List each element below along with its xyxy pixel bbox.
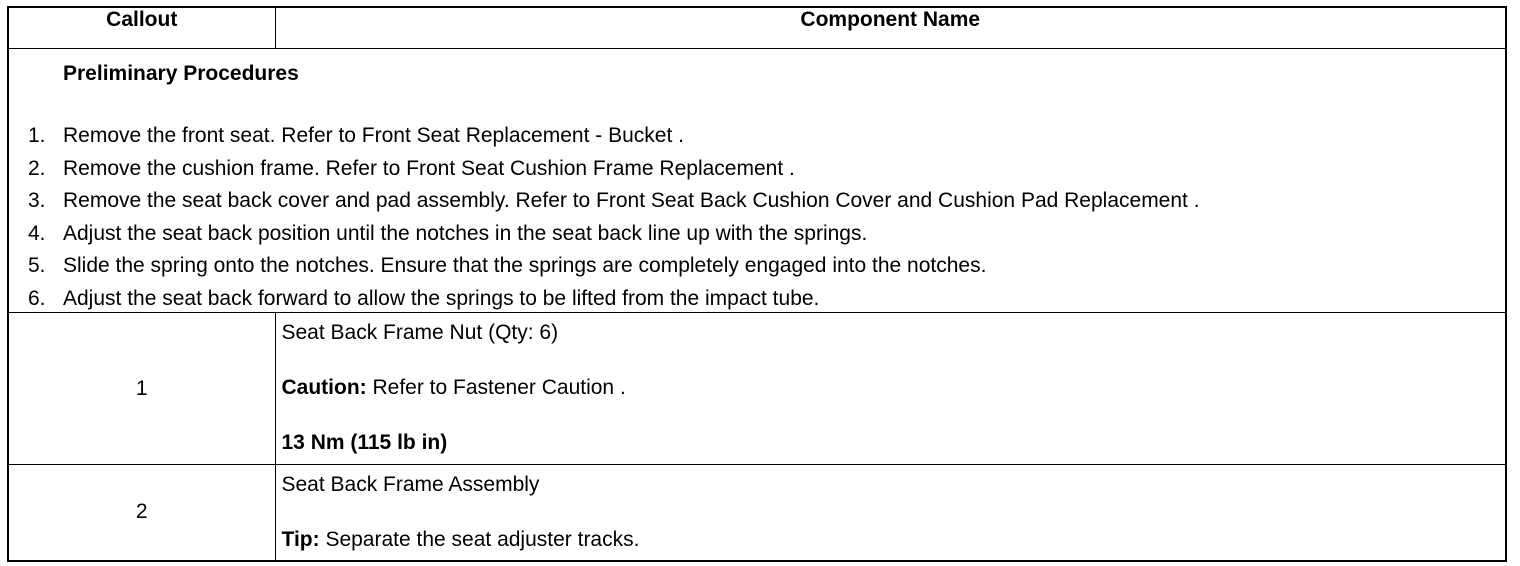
step-item: [9, 155, 1200, 188]
component-name: Seat Back Frame Nut (Qty: 6): [281, 321, 559, 344]
step-text: Adjust the seat back forward to allow the springs to be lifted from the impact tube.: [63, 286, 820, 310]
tip-text: Separate the seat adjuster tracks.: [319, 528, 640, 551]
caution-note: [282, 376, 626, 400]
torque-spec: 13 Nm (115 lb in): [281, 431, 448, 454]
tip-label: Tip:: [281, 528, 320, 551]
caution-label: Caution:: [281, 376, 367, 399]
tip-note: [282, 528, 640, 552]
step-text: Remove the front seat. Refer to Front Seat Replacement - Bucket .: [63, 124, 684, 147]
preliminary-title: Preliminary Procedures: [63, 62, 299, 85]
preliminary-cell: [8, 49, 1506, 313]
step-text: Remove the seat back cover and pad assembly. Refer to Front Seat Back Cushion Cover and Cushion Pad Replacement .: [63, 189, 1200, 213]
step-item: [9, 252, 1200, 285]
step-number: 1.: [28, 124, 46, 147]
step-item: [9, 122, 1200, 155]
table-row: [8, 313, 1506, 465]
component-name: Seat Back Frame Assembly: [281, 473, 540, 496]
table-row: [8, 465, 1506, 561]
step-text: Adjust the seat back position until the notches in the seat back line up with the springs.: [63, 221, 868, 245]
step-number: 3.: [28, 189, 46, 213]
caution-text: Refer to Fastener Caution .: [366, 376, 626, 399]
step-text: Remove the cushion frame. Refer to Front Seat Cushion Frame Replacement .: [63, 156, 795, 180]
callout-cell: 1: [8, 313, 275, 465]
callout-header: Callout: [8, 7, 275, 49]
preliminary-steps: [9, 122, 1200, 318]
procedure-table: [7, 6, 1507, 562]
step-number: 5.: [28, 254, 46, 278]
step-number: 4.: [28, 221, 46, 245]
component-cell: [275, 465, 1506, 561]
step-item: [9, 187, 1200, 220]
component-cell: [275, 313, 1506, 465]
header-row: [8, 7, 1506, 49]
step-number: 2.: [28, 156, 46, 180]
step-item: [9, 220, 1200, 253]
preliminary-row: [8, 49, 1506, 313]
component-name-header: Component Name: [275, 7, 1506, 49]
step-text: Slide the spring onto the notches. Ensure that the springs are completely engaged into the notches.: [63, 254, 987, 278]
callout-cell: 2: [8, 465, 275, 561]
step-number: 6.: [28, 286, 46, 310]
